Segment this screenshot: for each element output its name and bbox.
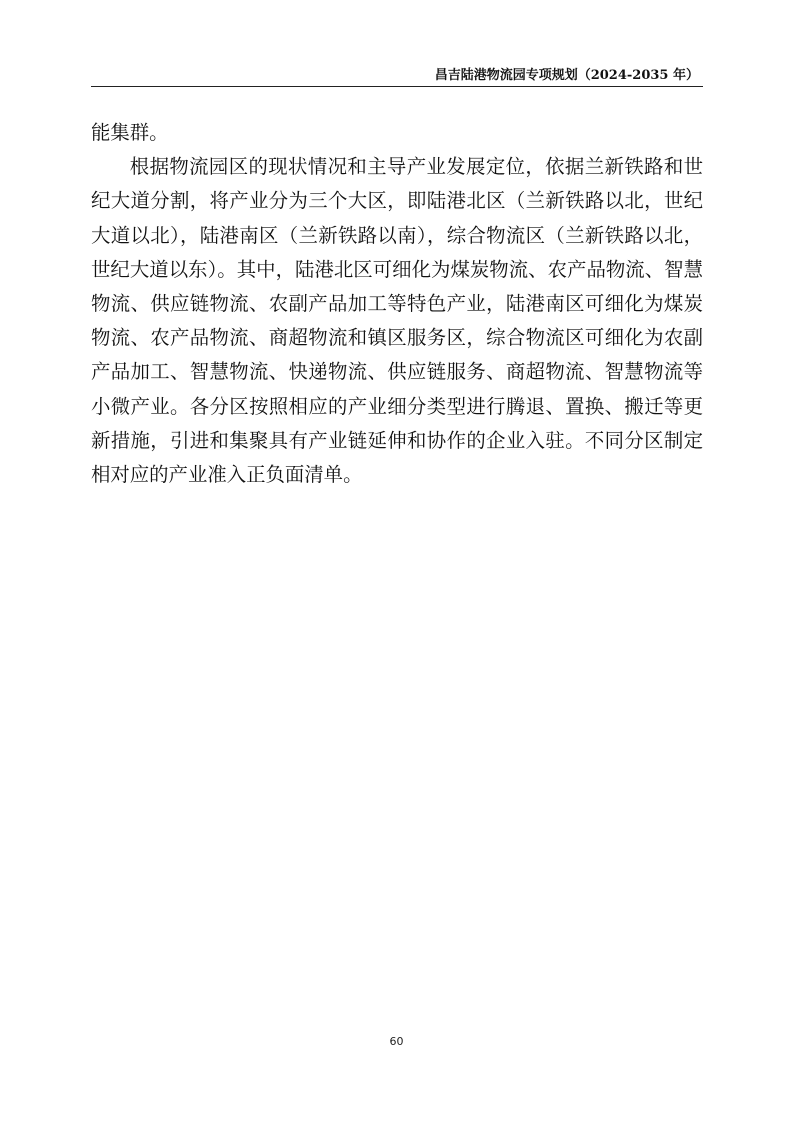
- paragraph-industry-zoning: 根据物流园区的现状情况和主导产业发展定位，依据兰新铁路和世纪大道分割，将产业分为三个大区，即陆港北区（兰新铁路以北，世纪大道以北），陆港南区（兰新铁路以南），综合物流区（兰新铁路以北，世纪大道以东）。其中，陆港北区可细化为煤炭物流、农产品物流、智慧物流、供应链物流、农副产品加工等特色产业，陆港南区可细化为煤炭物流、农产品物流、商超物流和镇区服务区，综合物流区可细化为农副产品加工、智慧物流、快递物流、供应链服务、商超物流、智慧物流等小微产业。各分区按照相应的产业细分类型进行腾退、置换、搬迁等更新措施，引进和集聚具有产业链延伸和协作的企业入驻。不同分区制定相对应的产业准入正负面清单。: [91, 155, 703, 487]
- page-number: 60: [389, 1035, 404, 1048]
- paragraph-continuation: 能集群。: [91, 121, 169, 144]
- document-body: [91, 116, 703, 492]
- document-title: 昌吉陆港物流园专项规划（2024-2035 年）: [434, 68, 699, 83]
- page-header: [91, 62, 703, 87]
